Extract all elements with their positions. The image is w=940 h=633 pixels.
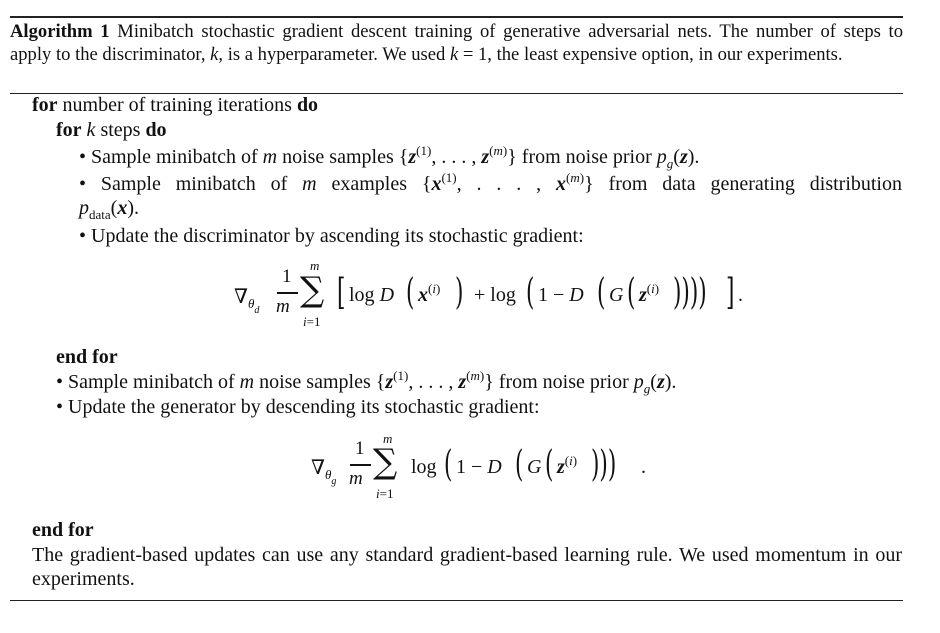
inner-for-text: steps <box>100 119 141 141</box>
bottom-rule <box>10 600 903 601</box>
outer-end-for: end for <box>32 519 94 541</box>
inner-do-keyword: do <box>145 119 167 141</box>
closing-remark: The gradient-based updates can use any standard gradient-based learning rule. We used momentum in our experiments. <box>32 544 902 590</box>
step-update-generator: • Update the generator by descending its stochastic gradient: <box>56 396 540 418</box>
outer-for-line <box>32 93 318 117</box>
inner-for-line <box>56 118 167 142</box>
outer-for-text: number of training iterations <box>62 94 292 116</box>
caption-label: Algorithm 1 <box>10 21 110 42</box>
algorithm-caption <box>10 20 903 66</box>
step-sample-data: • Sample minibatch of m examples {$x^{(1)}$, . . . , $x^{(m)}$} from data generating distribution $p_{data}(x)$. <box>79 170 902 222</box>
outer-for-keyword: for <box>32 94 58 116</box>
algorithm-page: Algorithm 1 Minibatch stochastic gradient descent training of generative adversarial nets. The number of steps to apply to the discriminator, k, is a hyperparameter. We used k = 1, the least expensive option, in our experiments. for number of training iterations do for k steps do • Sample minibatch of m noise samples {$z^{(1)}$, . . . , $z^{(m)}$} from noise prior $p_g(z)$. • Sample minibatch of m examples {$x^{(1)}$, . . . , $x^{(m)}$} from data generating distribution $p_{data}(x)$. • Update the discriminator by ascending its stochastic gradient: $\nabla_{\theta_d}$ 1 m m ∑ i=1 [ log D ( $x^{(i)}$ ) + log ( 1 − D ( G ( $z^{(i)}$ )))) ] . end for • Sample minibatch of m noise samples {$z^{(1)}$, . . . , $z^{(m)}$} from noise prior $p_g(z)$. • Update the generator by descending its stochastic gradient: $\nabla_{\theta_g}$ 1 m m ∑ i=1 log ( 1 − D ( G ( $z^{(i)}$ ))) . end for The gradient-based updates can use any standard gradient-based learning rule. We used momentum in our experiments. <box>0 0 940 633</box>
step-sample-noise-discriminator: • Sample minibatch of m noise samples {$z^{(1)}$, . . . , $z^{(m)}$} from noise prior $p_g(z)$. <box>79 143 700 171</box>
inner-end-for: end for <box>56 346 118 368</box>
inner-for-keyword: for <box>56 119 82 141</box>
step-update-discriminator: • Update the discriminator by ascending its stochastic gradient: <box>79 225 584 247</box>
outer-do-keyword: do <box>296 94 319 116</box>
step-sample-noise-generator: • Sample minibatch of m noise samples {$z^{(1)}$, . . . , $z^{(m)}$} from noise prior $p_g(z)$. <box>56 368 677 396</box>
inner-for-variable: k <box>86 119 96 141</box>
caption-text: Minibatch stochastic gradient descent training of generative adversarial nets. The number of steps to apply to the discriminator, k, is a hyperparameter. We used k = 1, the least expensive option, in our experiments. <box>10 21 903 65</box>
top-rule <box>10 16 903 18</box>
